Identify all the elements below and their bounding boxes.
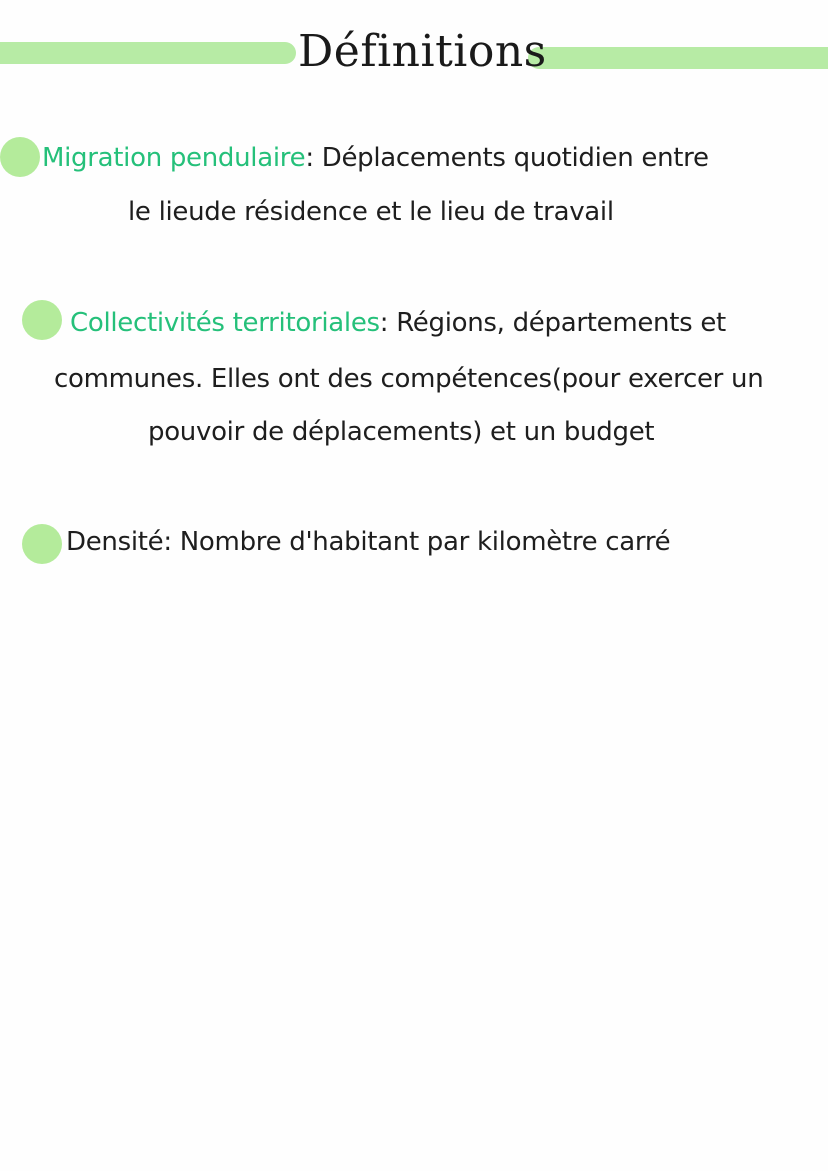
definition-2-line-1 xyxy=(70,304,726,342)
definition-2-text: Régions, départements et xyxy=(388,308,726,338)
definition-3-line-1: Densité: Nombre d'habitant par kilomètre carré xyxy=(66,527,671,557)
definition-2-term: Collectivités territoriales xyxy=(70,308,380,338)
title-bar-left xyxy=(0,42,296,64)
definition-1-term: Migration pendulaire xyxy=(42,143,306,173)
definition-2-line-3: pouvoir de déplacements) et un budget xyxy=(148,417,655,447)
bullet-dot-1 xyxy=(0,137,40,177)
definition-2-separator: : xyxy=(379,308,389,338)
definition-1-line-2: le lieude résidence et le lieu de travail xyxy=(128,197,614,227)
definition-2-line-2: communes. Elles ont des compétences(pour exercer un xyxy=(54,364,764,394)
title-bar-right xyxy=(528,47,828,69)
bullet-dot-2 xyxy=(22,300,62,340)
definition-1-separator: : xyxy=(305,143,314,173)
bullet-dot-3 xyxy=(22,524,62,564)
page-title: Définitions xyxy=(298,26,547,77)
definition-1-text: Déplacements quotidien entre xyxy=(313,143,709,173)
definition-1-line-1 xyxy=(42,139,709,177)
